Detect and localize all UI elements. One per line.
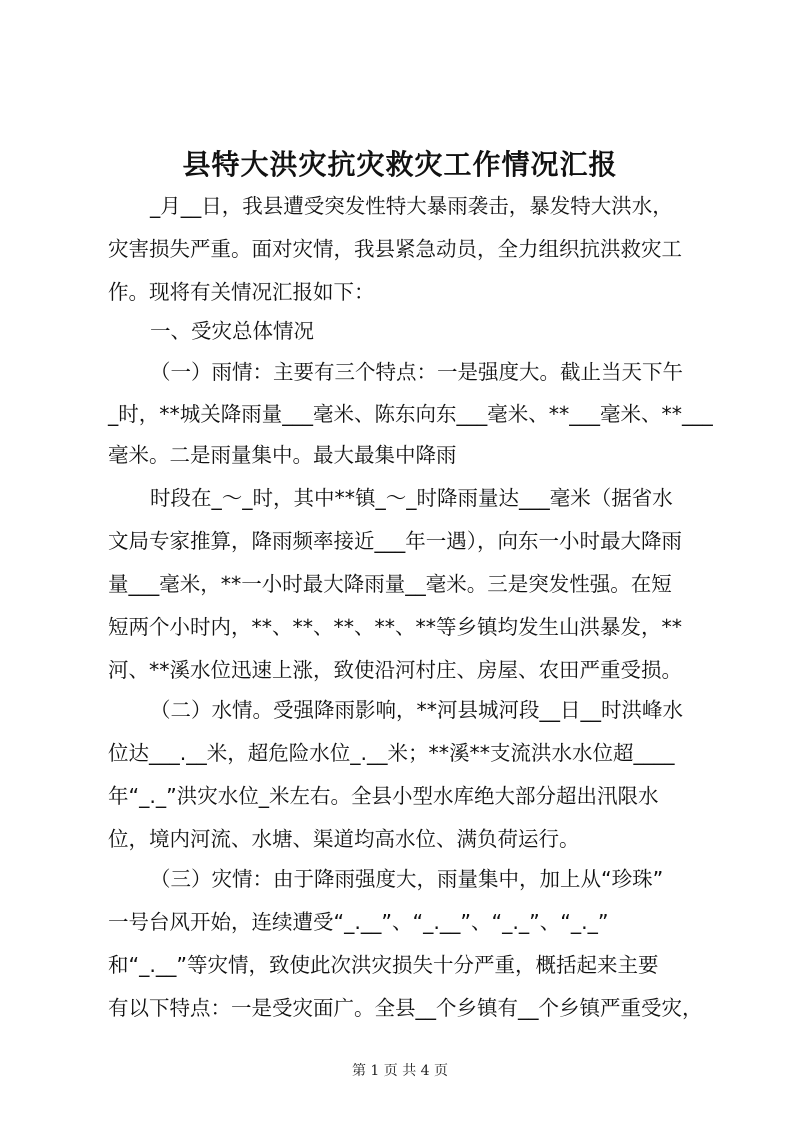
paragraph-line: 灾害损失严重。面对灾情，我县紧急动员，全力组织抗洪救灾工 [108,237,682,261]
paragraph-line: 短两个小时内，**、**、**、**、**等乡镇均发生山洪暴发，** [108,615,682,639]
section-heading: 一、受灾总体情况 [150,319,314,343]
paragraph-line: 作。现将有关情况汇报如下： [108,280,375,304]
page-number-footer: 第 1 页 共 4 页 [351,1063,449,1079]
paragraph-line: _时，**城关降雨量___毫米、陈东向东___毫米、**___毫米、**___ [108,402,713,426]
paragraph-line: 河、**溪水位迅速上涨，致使沿河村庄、房屋、农田严重受损。 [108,658,682,682]
paragraph-line: 时段在_～_时，其中**镇_～_时降雨量达___毫米（据省水 [150,486,673,510]
paragraph-line: （二）水情。受强降雨影响，**河县城河段__日__时洪峰水 [150,698,683,722]
paragraph-line: （一）雨情：主要有三个特点：一是强度大。截止当天下午 [150,360,683,384]
paragraph-line: 量___毫米，**一小时最大降雨量__毫米。三是突发性强。在短 [108,572,672,596]
document-title: 县特大洪灾抗灾救灾工作情况汇报 [182,148,618,181]
paragraph-line: 和“_.__”等灾情，致使此次洪灾损失十分严重，概括起来主要 [108,953,659,977]
paragraph-line: 一号台风开始，连续遭受“_.__”、“_.__”、“_._”、“_._” [108,910,609,934]
paragraph-line: 位达___.__米，超危险水位_.__米；**溪**支流洪水水位超____ [108,741,675,765]
paragraph-line: _月__日，我县遭受突发性特大暴雨袭击，暴发特大洪水， [150,194,673,218]
paragraph-line: 有以下特点：一是受灾面广。全县__个乡镇有__个乡镇严重受灾， [108,996,703,1020]
paragraph-line: （三）灾情：由于降雨强度大，雨量集中，加上从“珍珠” [150,867,664,891]
paragraph-line: 毫米。二是雨量集中。最大最集中降雨 [108,443,457,467]
paragraph-line: 位，境内河流、水塘、渠道均高水位、满负荷运行。 [108,827,580,851]
paragraph-line: 文局专家推算，降雨频率接近___年一遇），向东一小时最大降雨 [108,529,682,553]
paragraph-line: 年“_._”洪灾水位_米左右。全县小型水库绝大部分超出汛限水 [108,784,659,808]
